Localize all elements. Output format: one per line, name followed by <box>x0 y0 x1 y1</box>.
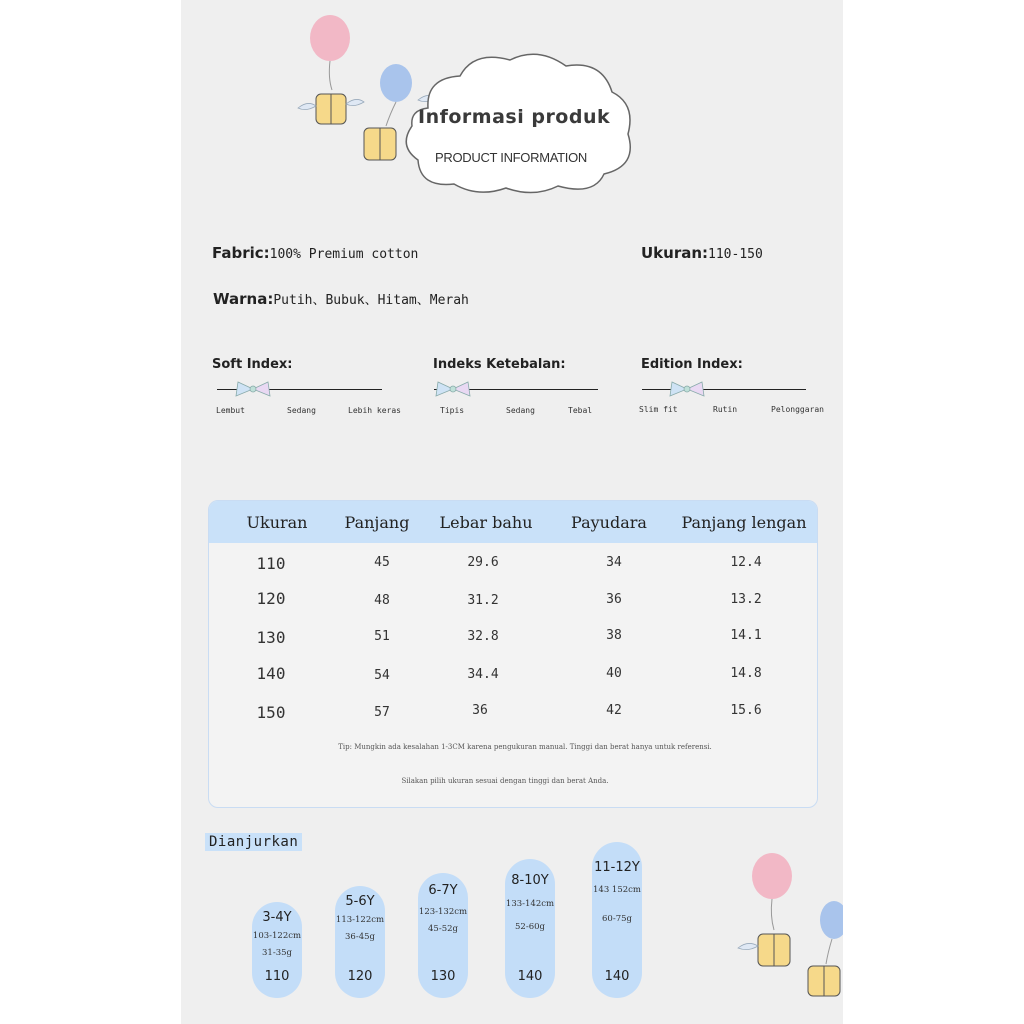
size-value: 110 <box>264 969 290 984</box>
table-cell: 120 <box>256 589 286 608</box>
size-spec <box>641 244 763 262</box>
edition-index <box>641 357 743 372</box>
table-cell: 110 <box>256 554 286 573</box>
age-label: 3-4Y <box>262 910 292 925</box>
blue-balloon-icon <box>820 901 843 939</box>
age-label: 8-10Y <box>511 873 549 888</box>
height-range: 113-122cm <box>335 915 385 925</box>
table-cell: 29.6 <box>467 555 499 570</box>
table-cell: 42 <box>606 703 622 718</box>
recommended-size-card <box>592 842 642 998</box>
index-title: Soft Index: <box>212 357 293 372</box>
pink-balloon-icon <box>310 15 350 61</box>
height-range: 103-122cm <box>252 931 302 941</box>
height-range: 133-142cm <box>505 899 555 909</box>
size-value: 120 <box>347 969 373 984</box>
table-cell: 34 <box>606 555 622 570</box>
bow-marker-icon <box>234 380 272 398</box>
pink-balloon-icon <box>752 853 792 899</box>
color-spec <box>213 289 469 308</box>
table-cell: 32.8 <box>467 629 499 644</box>
size-table <box>208 500 818 808</box>
index-label: Tebal <box>568 406 593 415</box>
table-cell: 38 <box>606 628 622 643</box>
column-header: Panjang lengan <box>681 513 807 532</box>
table-header <box>209 501 817 543</box>
table-cell: 31.2 <box>467 593 499 608</box>
table-cell: 14.1 <box>730 628 762 643</box>
table-cell: 13.2 <box>730 592 762 607</box>
height-range: 143 152cm <box>593 885 641 895</box>
index-label: Slim fit <box>639 405 678 414</box>
column-header: Ukuran <box>246 513 308 532</box>
index-label: Lembut <box>216 406 245 415</box>
index-label: Tipis <box>440 406 465 415</box>
age-label: 5-6Y <box>345 894 375 909</box>
table-cell: 51 <box>374 629 390 644</box>
bow-marker-icon <box>434 380 472 398</box>
edition-index-track <box>642 389 806 390</box>
weight-range: 45-52g <box>428 924 458 934</box>
recommended-size-card <box>252 902 302 998</box>
table-cell: 54 <box>374 668 390 683</box>
table-cell: 14.8 <box>730 666 762 681</box>
age-label: 11-12Y <box>594 860 640 875</box>
index-title: Indeks Ketebalan: <box>433 357 566 372</box>
fabric-value: 100% Premium cotton <box>269 247 419 262</box>
weight-range: 31-35g <box>262 948 292 958</box>
age-label: 6-7Y <box>428 883 458 898</box>
weight-range: 36-45g <box>345 932 375 942</box>
table-cell: 57 <box>374 705 390 720</box>
recommended-title: Dianjurkan <box>205 833 302 851</box>
size-value: 140 <box>604 969 630 984</box>
size-value: 140 <box>517 969 543 984</box>
balloon-gift-illustration-bottom <box>732 848 843 1000</box>
column-header: Payudara <box>571 513 647 532</box>
weight-range: 60-75g <box>602 914 632 924</box>
recommended-size-card <box>418 873 468 998</box>
table-cell: 36 <box>606 592 622 607</box>
table-cell: 48 <box>374 593 390 608</box>
table-cell: 45 <box>374 555 390 570</box>
size-label: Ukuran: <box>641 244 709 262</box>
index-title: Edition Index: <box>641 357 743 372</box>
recommended-size-card <box>335 886 385 998</box>
index-label: Sedang <box>506 406 535 415</box>
table-cell: 130 <box>256 628 286 647</box>
index-label: Lebih keras <box>348 406 401 415</box>
thickness-index <box>433 357 566 372</box>
recommended-size-card <box>505 859 555 998</box>
index-label: Pelonggaran <box>771 405 824 414</box>
index-label: Sedang <box>287 406 316 415</box>
weight-range: 52-60g <box>515 922 545 932</box>
color-value: Putih、Bubuk、Hitam、Merah <box>273 293 469 308</box>
height-range: 123-132cm <box>418 907 468 917</box>
soft-index <box>212 357 293 372</box>
table-note: Tip: Mungkin ada kesalahan 1-3CM karena pengukuran manual. Tinggi dan berat hanya untuk referensi. <box>338 743 712 751</box>
fabric-label: Fabric: <box>212 244 270 262</box>
fabric-spec <box>212 244 418 262</box>
table-note: Silakan pilih ukuran sesuai dengan tinggi dan berat Anda. <box>401 777 609 785</box>
table-cell: 34.4 <box>467 667 499 682</box>
table-cell: 150 <box>256 703 286 722</box>
size-value: 110-150 <box>708 247 763 262</box>
color-label: Warna: <box>213 290 274 308</box>
bow-marker-icon <box>668 380 706 398</box>
table-cell: 36 <box>472 703 488 718</box>
page-subtitle: PRODUCT INFORMATION <box>435 150 587 165</box>
table-cell: 40 <box>606 666 622 681</box>
table-cell: 140 <box>256 664 286 683</box>
column-header: Lebar bahu <box>439 513 533 532</box>
table-cell: 12.4 <box>730 555 762 570</box>
table-cell: 15.6 <box>730 703 762 718</box>
column-header: Panjang <box>344 513 410 532</box>
page-title: Informasi produk <box>418 106 611 128</box>
index-label: Rutin <box>713 405 738 414</box>
size-value: 130 <box>430 969 456 984</box>
